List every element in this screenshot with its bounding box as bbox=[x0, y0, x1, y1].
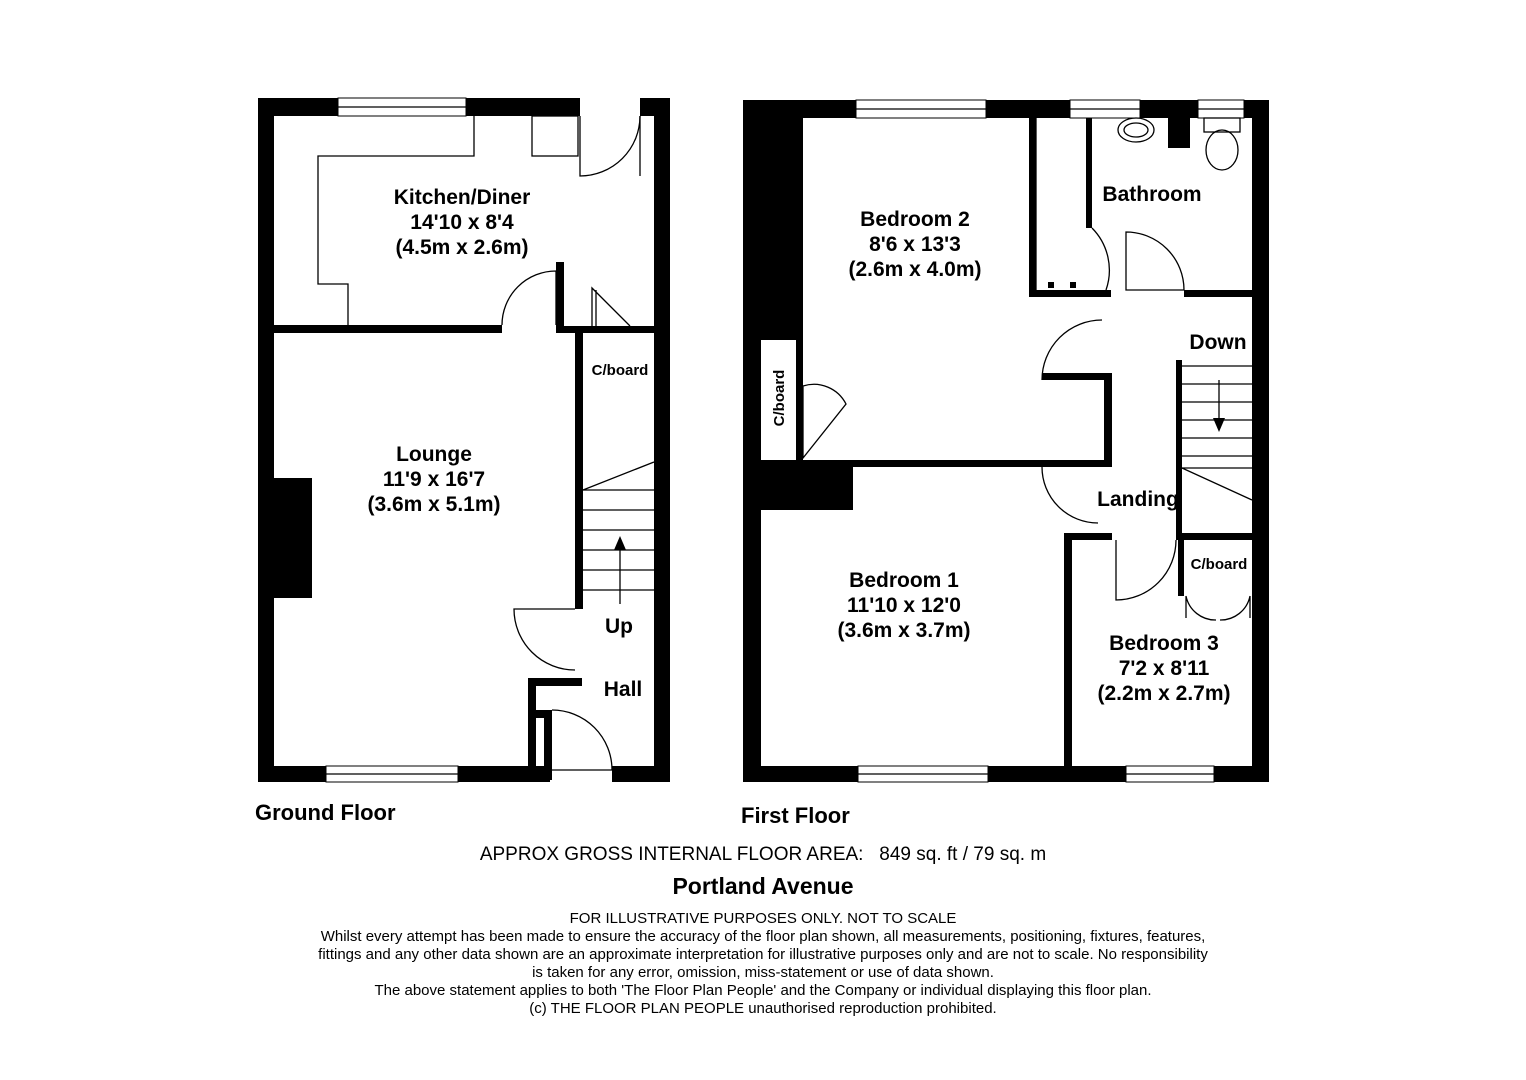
ground-wall-left bbox=[258, 98, 274, 782]
first-wall-left bbox=[743, 100, 761, 782]
bedroom3-door-swing bbox=[1116, 540, 1176, 600]
kitchen-lounge-door-swing bbox=[502, 271, 556, 325]
ground-cupboard-name: C/board bbox=[591, 362, 649, 379]
bathroom-name: Bathroom bbox=[1102, 183, 1202, 206]
kitchen-metric: (4.5m x 2.6m) bbox=[395, 236, 529, 259]
back-door-swing bbox=[580, 116, 640, 176]
stairs-down-arrow-icon bbox=[1213, 418, 1225, 432]
bedroom2-metric: (2.6m x 4.0m) bbox=[848, 258, 982, 281]
first-wall-bed2-bed1 bbox=[798, 460, 1112, 467]
first-wall-bed2-bath bbox=[1029, 118, 1036, 296]
first-cupboard-right-name: C/board bbox=[1190, 556, 1248, 573]
first-wall-bed2-landing bbox=[1104, 373, 1112, 467]
ground-wall-lounge-hall bbox=[575, 333, 583, 609]
ground-floor-title: Ground Floor bbox=[255, 800, 396, 825]
bedroom1-metric: (3.6m x 3.7m) bbox=[837, 619, 971, 642]
disclaimer-line-5: The above statement applies to both 'The Floor Plan People' and the Company or individual displaying this floor plan. bbox=[374, 982, 1152, 999]
disclaimer-line-3: fittings and any other data shown are an approximate interpretation for illustrative purposes only and are not to scale. No responsibility bbox=[318, 946, 1208, 963]
bathroom-door-swing bbox=[1092, 228, 1109, 290]
stairs-down-label: Down bbox=[1189, 331, 1247, 354]
first-wall-bed3-left bbox=[1064, 533, 1072, 773]
first-wall-bed3-cupboard bbox=[1178, 540, 1184, 596]
first-floor-title: First Floor bbox=[741, 803, 850, 828]
lounge-metric: (3.6m x 5.1m) bbox=[367, 493, 501, 516]
bathroom-door2-swing bbox=[1126, 232, 1184, 290]
disclaimer-line-1: FOR ILLUSTRATIVE PURPOSES ONLY. NOT TO SCALE bbox=[569, 910, 957, 927]
first-chimney-lower bbox=[761, 460, 853, 510]
first-wall-bath-bottom bbox=[1029, 290, 1111, 297]
disclaimer-line-4: is taken for any error, omission, miss-statement or use of data shown. bbox=[532, 964, 994, 981]
disclaimer-line-6: (c) THE FLOOR PLAN PEOPLE unauthorised reproduction prohibited. bbox=[529, 1000, 997, 1017]
lounge-name: Lounge bbox=[396, 443, 472, 466]
ground-chimney-breast bbox=[274, 478, 312, 598]
first-stairs bbox=[1182, 366, 1252, 500]
kitchen-appliance bbox=[532, 116, 578, 156]
cupboard-door-swing bbox=[592, 288, 630, 326]
bedroom1-imperial: 11'10 x 12'0 bbox=[847, 594, 961, 617]
first-wall-bath-inner bbox=[1086, 118, 1092, 228]
first-wall-bath-bottom-r bbox=[1184, 290, 1254, 297]
bedroom1-door-swing bbox=[1042, 467, 1098, 523]
ground-wall-lounge-hall-stub bbox=[528, 678, 536, 782]
first-wall-top bbox=[743, 100, 1269, 118]
kitchen-name: Kitchen/Diner bbox=[393, 186, 531, 209]
lounge-hall-door-swing bbox=[514, 609, 575, 670]
bedroom3-metric: (2.2m x 2.7m) bbox=[1097, 682, 1231, 705]
stairs-up-label: Up bbox=[605, 615, 633, 638]
ground-wall-cupboard-bottom bbox=[556, 326, 654, 333]
ground-wall-kitchen-lounge bbox=[274, 325, 502, 333]
first-cupboard-right-door bbox=[1186, 596, 1250, 620]
floor-area-line bbox=[0, 844, 1526, 866]
ground-floor-plan bbox=[255, 98, 670, 825]
ground-wall-hall-step-v bbox=[544, 710, 552, 780]
bedroom1-name: Bedroom 1 bbox=[849, 569, 959, 592]
ground-wall-kitchen-cupboard bbox=[556, 262, 564, 332]
front-door-swing bbox=[552, 710, 612, 770]
kitchen-imperial: 14'10 x 8'4 bbox=[410, 211, 514, 234]
bedroom2-name: Bedroom 2 bbox=[860, 208, 970, 231]
ground-wall-bottom-right bbox=[612, 766, 670, 782]
disclaimer bbox=[0, 910, 1526, 1018]
property-address: Portland Avenue bbox=[672, 873, 854, 899]
bedroom3-imperial: 7'2 x 8'11 bbox=[1118, 657, 1210, 680]
lounge-imperial: 11'9 x 16'7 bbox=[382, 468, 486, 491]
floor-area-label: APPROX GROSS INTERNAL FLOOR AREA: bbox=[479, 844, 864, 865]
first-wall-bed3-top-r bbox=[1176, 533, 1254, 540]
landing-name: Landing bbox=[1097, 488, 1179, 511]
floor-area-value: 849 sq. ft / 79 sq. m bbox=[879, 844, 1047, 865]
bedroom2-door-swing bbox=[1042, 320, 1102, 380]
ground-wall-right bbox=[654, 98, 670, 782]
first-wall-landing-stairs bbox=[1176, 360, 1182, 540]
bedroom3-name: Bedroom 3 bbox=[1109, 632, 1219, 655]
bedroom2-imperial: 8'6 x 13'3 bbox=[869, 233, 961, 256]
hall-name: Hall bbox=[603, 678, 643, 701]
toilet-icon bbox=[1206, 130, 1238, 170]
first-cupboard-left-wall bbox=[796, 340, 803, 460]
first-cupboard-left-name: C/board bbox=[771, 369, 788, 427]
first-chimney-upper bbox=[761, 118, 803, 340]
first-floor-plan bbox=[741, 100, 1269, 828]
first-cupboard-left-door bbox=[803, 384, 846, 458]
bathroom-chimney bbox=[1168, 118, 1190, 148]
first-wall-right bbox=[1252, 100, 1269, 782]
ground-stairs bbox=[583, 462, 654, 604]
disclaimer-line-2: Whilst every attempt has been made to ensure the accuracy of the floor plan shown, all measurements, positioning, fixtures, features, bbox=[320, 928, 1206, 945]
stairs-up-arrow-icon bbox=[614, 536, 626, 550]
first-wall-bed2-landing-upper bbox=[1042, 373, 1112, 380]
ground-wall-lounge-hall-lower bbox=[528, 678, 582, 686]
